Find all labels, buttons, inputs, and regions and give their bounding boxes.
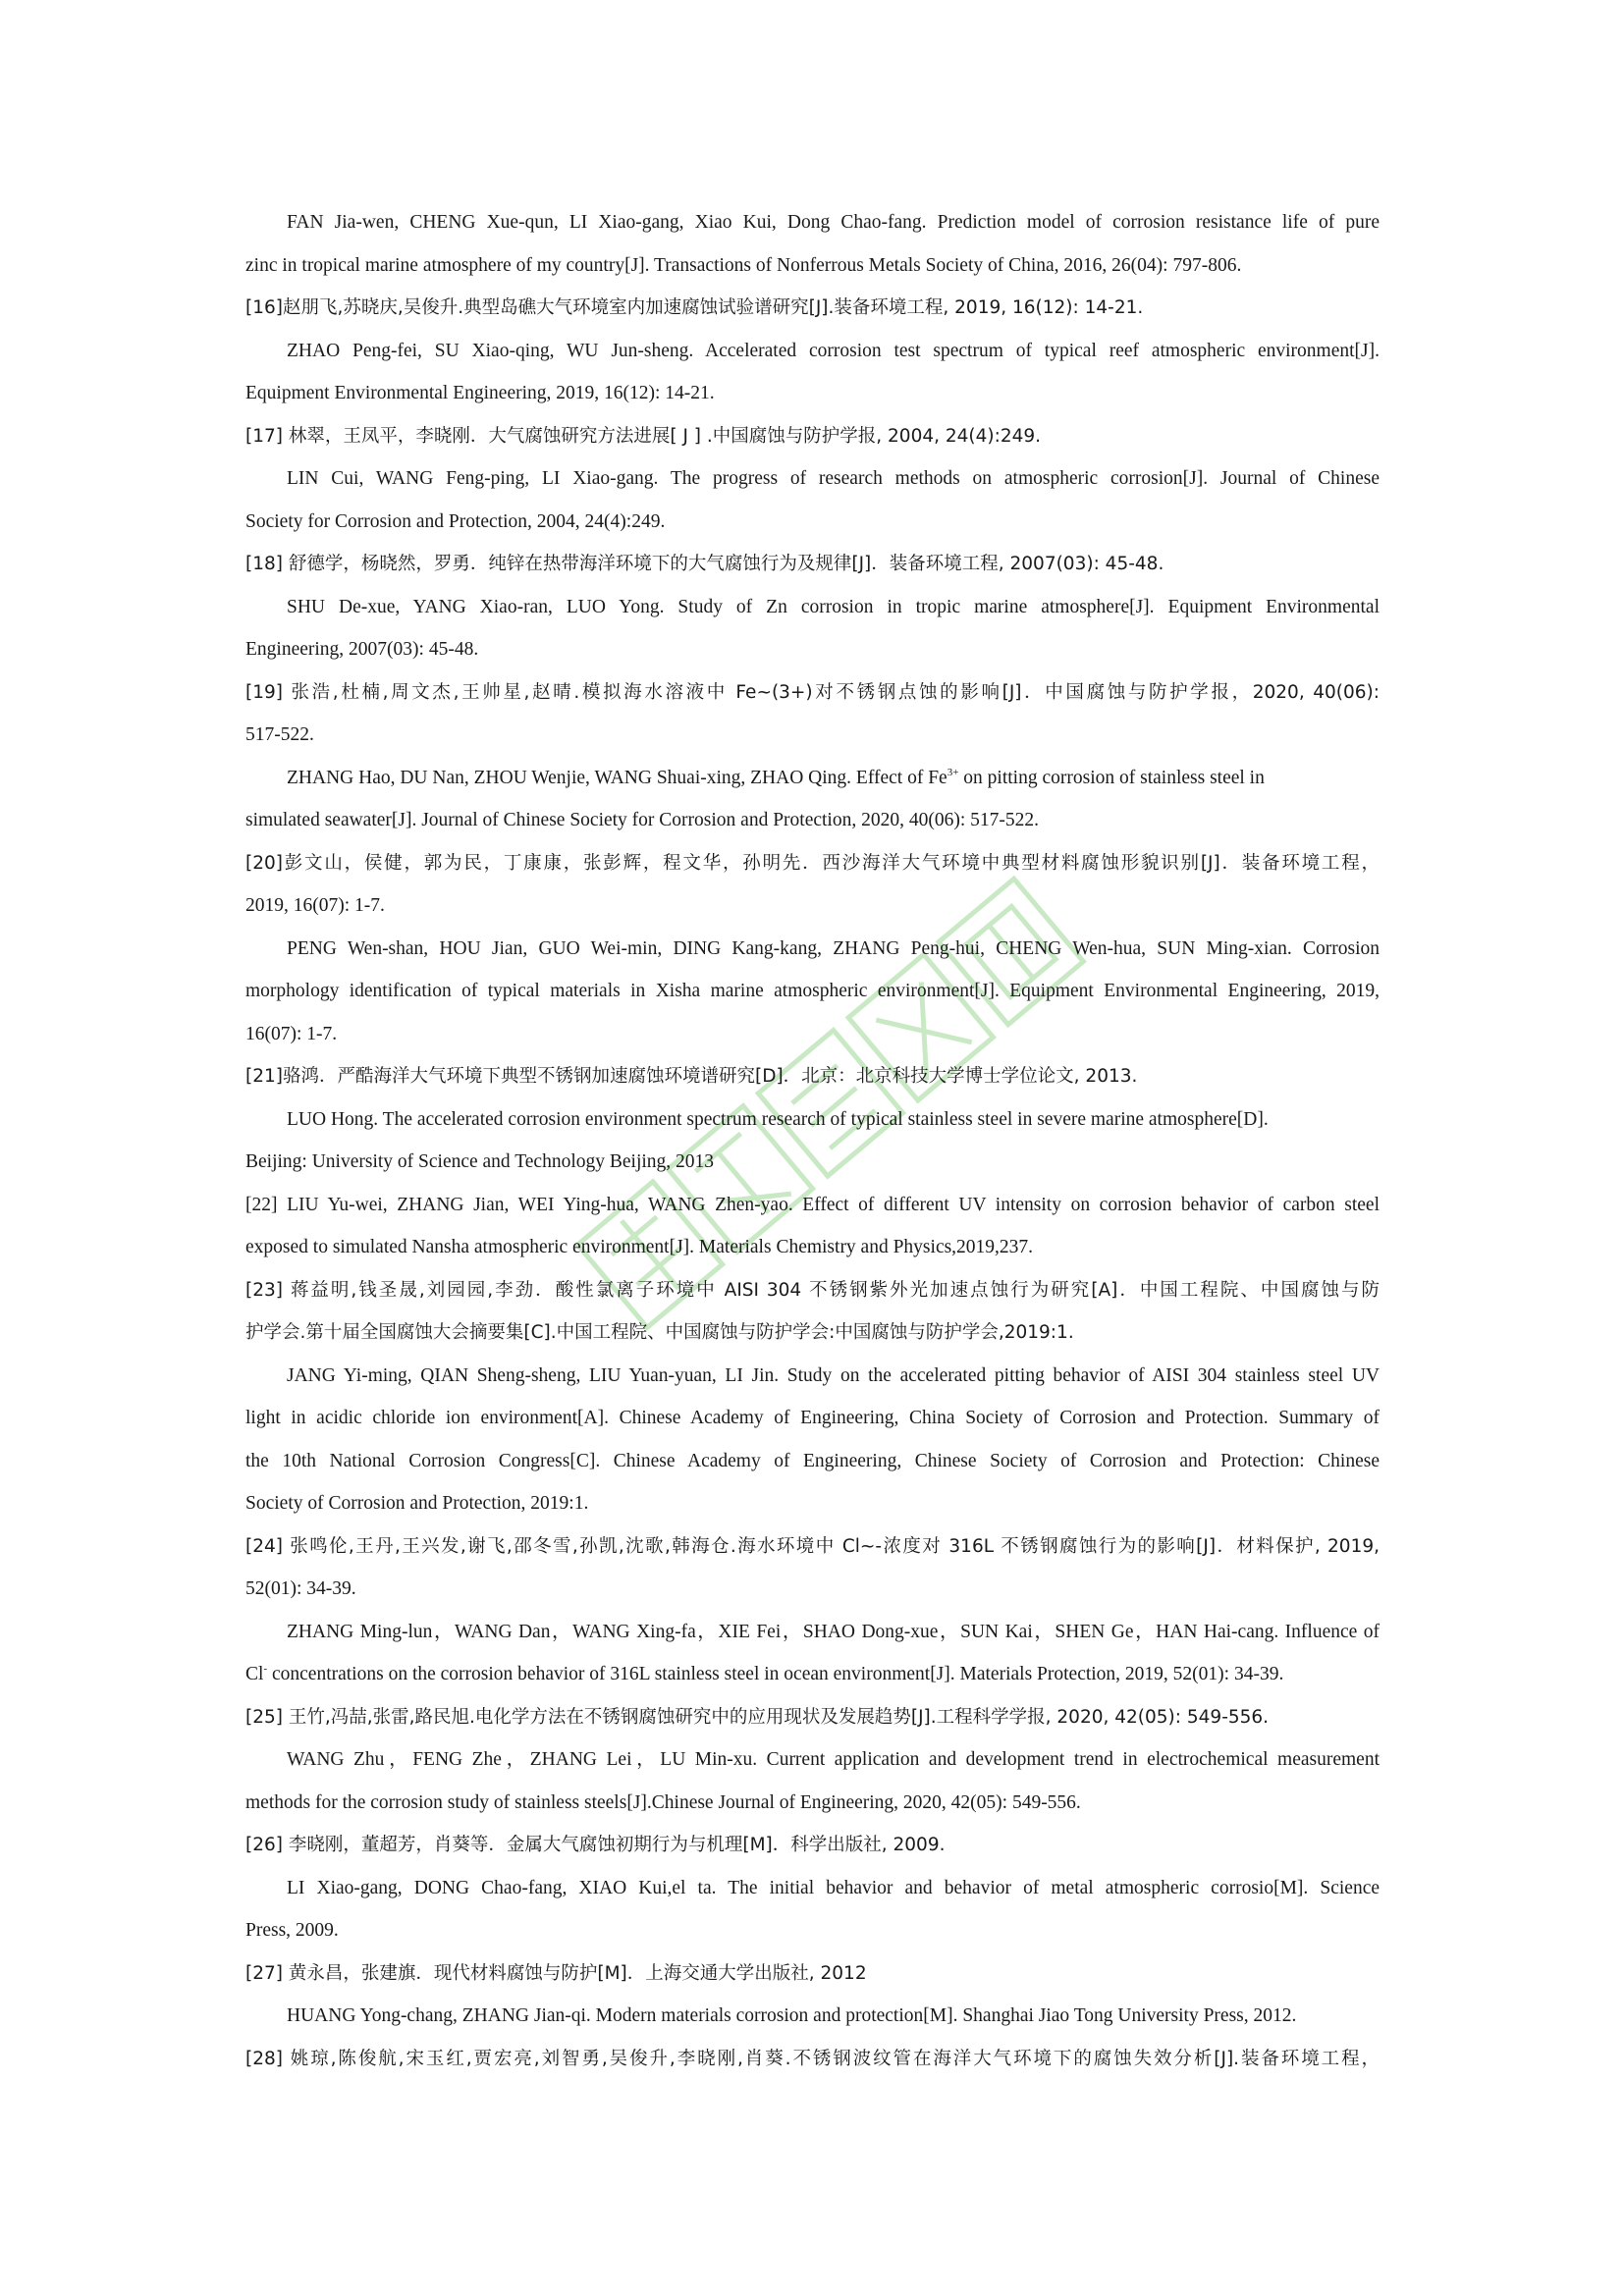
- reference-line: 护学会.第十届全国腐蚀大会摘要集[C].中国工程院、中国腐蚀与防护学会:中国腐蚀与防护学会,2019:1.: [245, 1322, 1074, 1343]
- reference-line: zinc in tropical marine atmosphere of my country[J]. Transactions of Nonferrous Metals Society of China, 2016, 26(04): 797-806.: [245, 254, 1242, 276]
- reference-line: [25] 王竹,冯喆,张雷,路民旭.电化学方法在不锈钢腐蚀研究中的应用现状及发展趋势[J].工程科学学报, 2020, 42(05): 549-556.: [245, 1706, 1270, 1728]
- reference-line: Press, 2009.: [245, 1920, 339, 1941]
- superscript: 3+: [947, 766, 959, 778]
- reference-line: JANG Yi-ming, QIAN Sheng-sheng, LIU Yuan-yuan, LI Jin. Study on the accelerated pitting behavior of AISI 304 stainless steel UV: [287, 1364, 1380, 1386]
- reference-line: Society of Corrosion and Protection, 2019:1.: [245, 1493, 589, 1514]
- reference-line: Equipment Environmental Engineering, 2019, 16(12): 14-21.: [245, 383, 715, 403]
- superscript: -: [263, 1663, 268, 1675]
- reference-line: LI Xiao-gang, DONG Chao-fang, XIAO Kui,el ta. The initial behavior and behavior of metal atmospheric corrosio[M]. Science: [287, 1877, 1380, 1898]
- reference-line: [22] LIU Yu-wei, ZHANG Jian, WEI Ying-hua, WANG Zhen-yao. Effect of different UV intensity on corrosion behavior of carbon steel: [245, 1194, 1380, 1215]
- reference-line: HUANG Yong-chang, ZHANG Jian-qi. Modern materials corrosion and protection[M]. Shanghai Jiao Tong University Press, 2012.: [287, 2005, 1297, 2026]
- reference-line: [245, 757, 1380, 800]
- reference-line: Society for Corrosion and Protection, 2004, 24(4):249.: [245, 510, 666, 532]
- reference-line: [17] 林翠，王凤平，李晓刚．大气腐蚀研究方法进展[ J ] .中国腐蚀与防护学报, 2004, 24(4):249.: [245, 425, 1042, 447]
- reference-line: ZHAO Peng-fei, SU Xiao-qing, WU Jun-sheng. Accelerated corrosion test spectrum of typical reef atmospheric environment[J].: [287, 340, 1380, 361]
- reference-text: Cl: [245, 1664, 264, 1684]
- reference-line: [16]赵朋飞,苏晓庆,吴俊升.典型岛礁大气环境室内加速腐蚀试验谱研究[J].装备环境工程, 2019, 16(12): 14-21.: [245, 297, 1144, 318]
- reference-line: PENG Wen-shan, HOU Jian, GUO Wei-min, DING Kang-kang, ZHANG Peng-hui, CHENG Wen-hua, SUN Ming-xian. Corrosion: [287, 937, 1380, 959]
- reference-line: the 10th National Corrosion Congress[C]. Chinese Academy of Engineering, Chinese Society of Corrosion and Protection: Chinese: [245, 1450, 1380, 1471]
- reference-line: 2019, 16(07): 1-7.: [245, 895, 385, 916]
- reference-line: Engineering, 2007(03): 45-48.: [245, 639, 479, 660]
- reference-line: ZHANG Ming-lun，WANG Dan，WANG Xing-fa，XIE Fei，SHAO Dong-xue，SUN Kai，SHEN Ge，HAN Hai-cang. Influence of: [287, 1621, 1380, 1642]
- reference-line: [24] 张鸣伦,王丹,王兴发,谢飞,邵冬雪,孙凯,沈歌,韩海仓.海水环境中 Cl~-浓度对 316L 不锈钢腐蚀行为的影响[J]．材料保护, 2019,: [245, 1535, 1380, 1557]
- reference-line: 16(07): 1-7.: [245, 1023, 338, 1044]
- reference-text: on pitting corrosion of stainless steel in: [958, 767, 1265, 788]
- reference-line: LUO Hong. The accelerated corrosion environment spectrum research of typical stainless steel in severe marine atmosphere[D].: [287, 1108, 1269, 1130]
- reference-line: [21]骆鸿．严酷海洋大气环境下典型不锈钢加速腐蚀环境谱研究[D]．北京：北京科技大学博士学位论文, 2013.: [245, 1066, 1138, 1087]
- reference-line: morphology identification of typical materials in Xisha marine atmospheric environment[J]. Equipment Environmental Engineering, 2019,: [245, 981, 1380, 1001]
- reference-line: [19] 张浩,杜楠,周文杰,王帅星,赵晴.模拟海水溶液中 Fe~(3+)对不锈钢点蚀的影响[J]．中国腐蚀与防护学报，2020, 40(06):: [245, 681, 1380, 703]
- reference-text: ZHANG Hao, DU Nan, ZHOU Wenjie, WANG Shuai-xing, ZHAO Qing. Effect of Fe: [287, 767, 947, 788]
- reference-list: [245, 201, 1380, 2080]
- reference-line: light in acidic chloride ion environment[A]. Chinese Academy of Engineering, China Society of Corrosion and Protection. Summary of: [245, 1408, 1380, 1428]
- reference-line: [245, 1653, 1380, 1696]
- reference-line: simulated seawater[J]. Journal of Chinese Society for Corrosion and Protection, 2020, 40(06): 517-522.: [245, 810, 1040, 830]
- reference-line: exposed to simulated Nansha atmospheric environment[J]. Materials Chemistry and Physics,2019,237.: [245, 1237, 1034, 1257]
- reference-line: 52(01): 34-39.: [245, 1578, 356, 1599]
- reference-line: Beijing: University of Science and Technology Beijing, 2013: [245, 1151, 715, 1172]
- reference-line: SHU De-xue, YANG Xiao-ran, LUO Yong. Study of Zn corrosion in tropic marine atmosphere[J]. Equipment Environmental: [287, 596, 1380, 617]
- reference-line: methods for the corrosion study of stainless steels[J].Chinese Journal of Engineering, 2020, 42(05): 549-556.: [245, 1791, 1081, 1813]
- reference-line: WANG Zhu，FENG Zhe，ZHANG Lei，LU Min-xu. Current application and development trend in electrochemical measurement: [287, 1749, 1380, 1770]
- reference-line: [26] 李晓刚，董超芳，肖葵等．金属大气腐蚀初期行为与机理[M]．科学出版社, 2009.: [245, 1835, 946, 1855]
- reference-line: [27] 黄永昌，张建旗．现代材料腐蚀与防护[M]．上海交通大学出版社, 2012: [245, 1962, 867, 1984]
- reference-line: [23] 蒋益明,钱圣晟,刘园园,李劲．酸性氯离子环境中 AISI 304 不锈钢紫外光加速点蚀行为研究[A]．中国工程院、中国腐蚀与防: [245, 1279, 1380, 1301]
- reference-line: [28] 姚琼,陈俊航,宋玉红,贾宏亮,刘智勇,吴俊升,李晓刚,肖葵.不锈钢波纹管在海洋大气环境下的腐蚀失效分析[J].装备环境工程，: [245, 2048, 1380, 2069]
- reference-line: [20]彭文山，侯健，郭为民，丁康康，张彭辉，程文华，孙明先．西沙海洋大气环境中典型材料腐蚀形貌识别[J]．装备环境工程，: [245, 852, 1380, 874]
- reference-line: LIN Cui, WANG Feng-ping, LI Xiao-gang. The progress of research methods on atmospheric corrosion[J]. Journal of Chinese: [287, 468, 1380, 489]
- reference-line: FAN Jia-wen, CHENG Xue-qun, LI Xiao-gang, Xiao Kui, Dong Chao-fang. Prediction model of corrosion resistance life of pure: [287, 212, 1380, 233]
- reference-line: 517-522.: [245, 724, 314, 745]
- reference-text: concentrations on the corrosion behavior of 316L stainless steel in ocean environment[J]. Materials Protection, 2019, 52(01): 34-39.: [267, 1664, 1284, 1684]
- reference-line: [18] 舒德学，杨晓然，罗勇．纯锌在热带海洋环境下的大气腐蚀行为及规律[J]．装备环境工程, 2007(03): 45-48.: [245, 554, 1164, 574]
